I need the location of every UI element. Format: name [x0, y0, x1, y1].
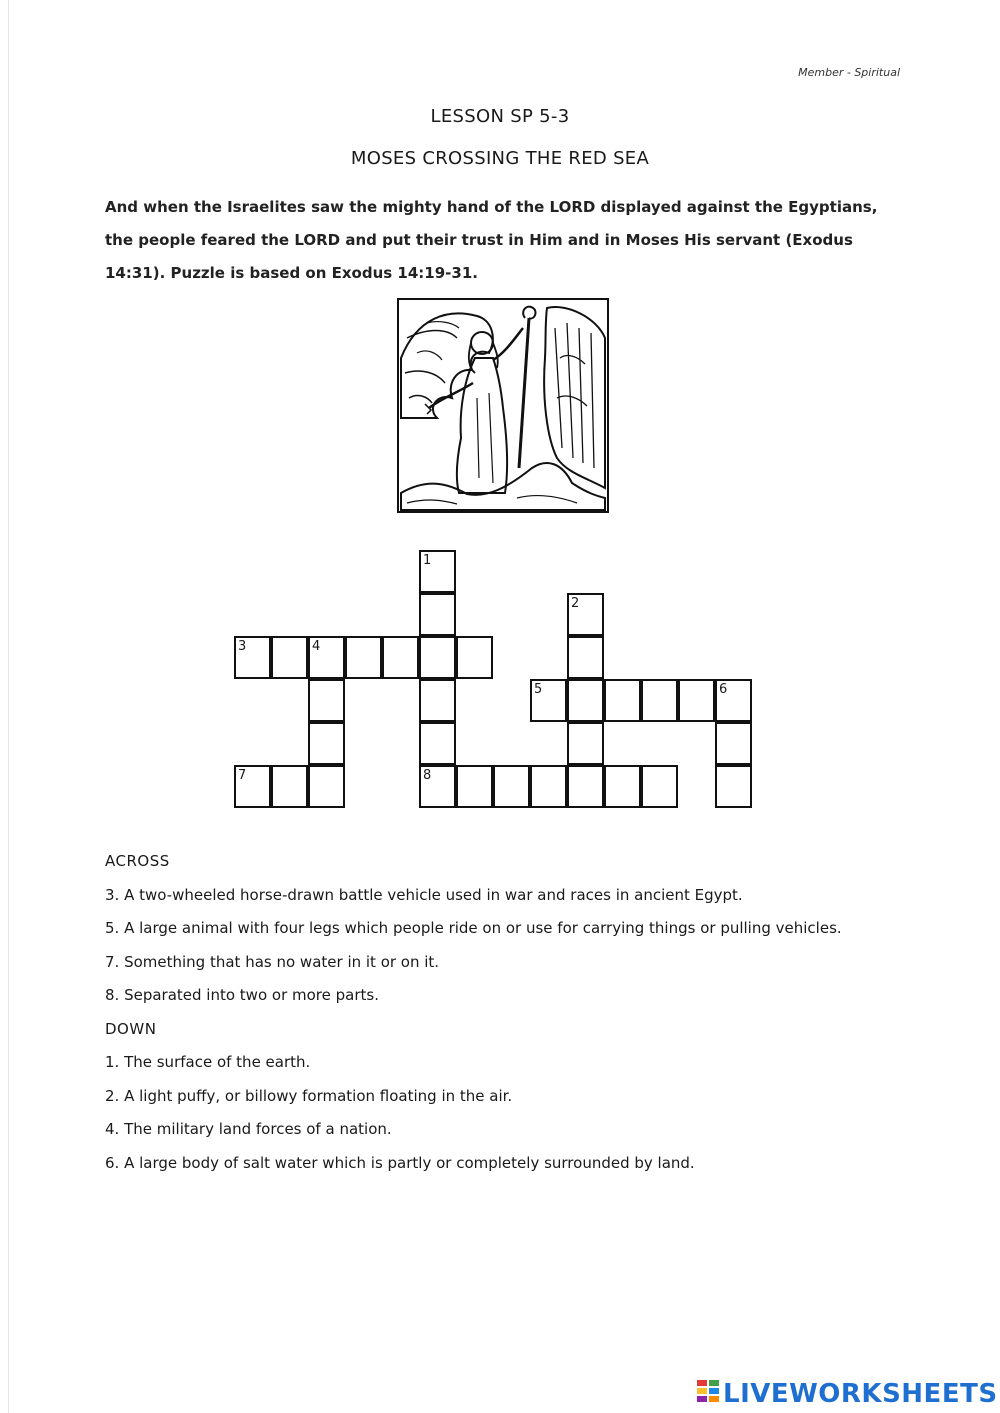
crossword-cell[interactable]: [493, 765, 530, 808]
brand-name: LIVEWORKSHEETS: [723, 1379, 998, 1409]
crossword-cell[interactable]: [419, 679, 456, 722]
crossword-cell[interactable]: [641, 679, 678, 722]
crossword-cell-3-across-start[interactable]: [234, 636, 271, 679]
crossword-cell-5-across-start[interactable]: [530, 679, 567, 722]
across-heading: ACROSS: [105, 852, 170, 870]
crossword-cell-4-down-start[interactable]: [308, 636, 345, 679]
clue-number: 4: [312, 639, 321, 654]
crossword-cell[interactable]: [345, 636, 382, 679]
crossword-cell-8-across-start[interactable]: [419, 765, 456, 808]
clue-number: 1: [423, 553, 432, 568]
moses-illustration: [397, 298, 609, 513]
crossword-cell[interactable]: [308, 765, 345, 808]
crossword-cell[interactable]: [456, 765, 493, 808]
crossword-cell[interactable]: [567, 765, 604, 808]
crossword-cell[interactable]: [604, 679, 641, 722]
crossword-cell[interactable]: [308, 722, 345, 765]
crossword-cell[interactable]: [567, 636, 604, 679]
topic-title: MOSES CROSSING THE RED SEA: [350, 148, 650, 169]
crossword-cell[interactable]: [419, 593, 456, 636]
crossword-cell-7-across-start[interactable]: [234, 765, 271, 808]
crossword-cell[interactable]: [308, 679, 345, 722]
crossword-cell[interactable]: [715, 722, 752, 765]
clue-number: 7: [238, 768, 247, 783]
crossword-cell[interactable]: [382, 636, 419, 679]
crossword-cell-6-down-start[interactable]: [715, 679, 752, 722]
crossword-cell[interactable]: [567, 679, 604, 722]
lesson-title: LESSON SP 5-3: [430, 106, 570, 127]
crossword-cell[interactable]: [419, 636, 456, 679]
crossword-cell[interactable]: [456, 636, 493, 679]
liveworksheets-logo: [697, 1378, 998, 1410]
crossword-cell[interactable]: [271, 765, 308, 808]
across-clue-5: 5. A large animal with four legs which people ride on or use for carrying things or pulling vehicles.: [105, 919, 842, 937]
clue-number: 3: [238, 639, 247, 654]
crossword-cell[interactable]: [715, 765, 752, 808]
clue-number: 8: [423, 768, 432, 783]
down-heading: DOWN: [105, 1019, 157, 1038]
crossword-cell[interactable]: [419, 722, 456, 765]
crossword-cell[interactable]: [530, 765, 567, 808]
across-clue-8: 8. Separated into two or more parts.: [105, 986, 379, 1004]
down-clue-1: 1. The surface of the earth.: [105, 1053, 311, 1071]
clues-section: [105, 850, 905, 1185]
down-clue-6: 6. A large body of salt water which is partly or completely surrounded by land.: [105, 1153, 695, 1172]
crossword-cell-1-down-start[interactable]: [419, 550, 456, 593]
down-clue-4: 4. The military land forces of a nation.: [105, 1120, 392, 1138]
intro-paragraph: And when the Israelites saw the mighty hand of the LORD displayed against the Egyptians, the people feared the LORD and put their trust in Him and in Moses His servant (Exodus 14:31). Puzzle is based on Exodus 14:19-31.: [105, 198, 878, 282]
clue-number: 2: [571, 596, 580, 611]
down-clue-2: 2. A light puffy, or billowy formation floating in the air.: [105, 1086, 513, 1105]
clue-number: 6: [719, 682, 728, 697]
crossword-cell-2-down-start[interactable]: [567, 593, 604, 636]
crossword-cell[interactable]: [604, 765, 641, 808]
crossword-cell[interactable]: [641, 765, 678, 808]
clue-number: 5: [534, 682, 543, 697]
across-clue-3: 3. A two-wheeled horse-drawn battle vehicle used in war and races in ancient Egypt.: [105, 885, 743, 904]
across-clue-7: 7. Something that has no water in it or on it.: [105, 952, 440, 971]
crossword-cell[interactable]: [678, 679, 715, 722]
crossword-cell[interactable]: [271, 636, 308, 679]
page-edge: [8, 0, 9, 1413]
header-note: Member - Spiritual: [798, 66, 900, 79]
crossword-cell[interactable]: [567, 722, 604, 765]
logo-mark-icon: [697, 1380, 721, 1408]
